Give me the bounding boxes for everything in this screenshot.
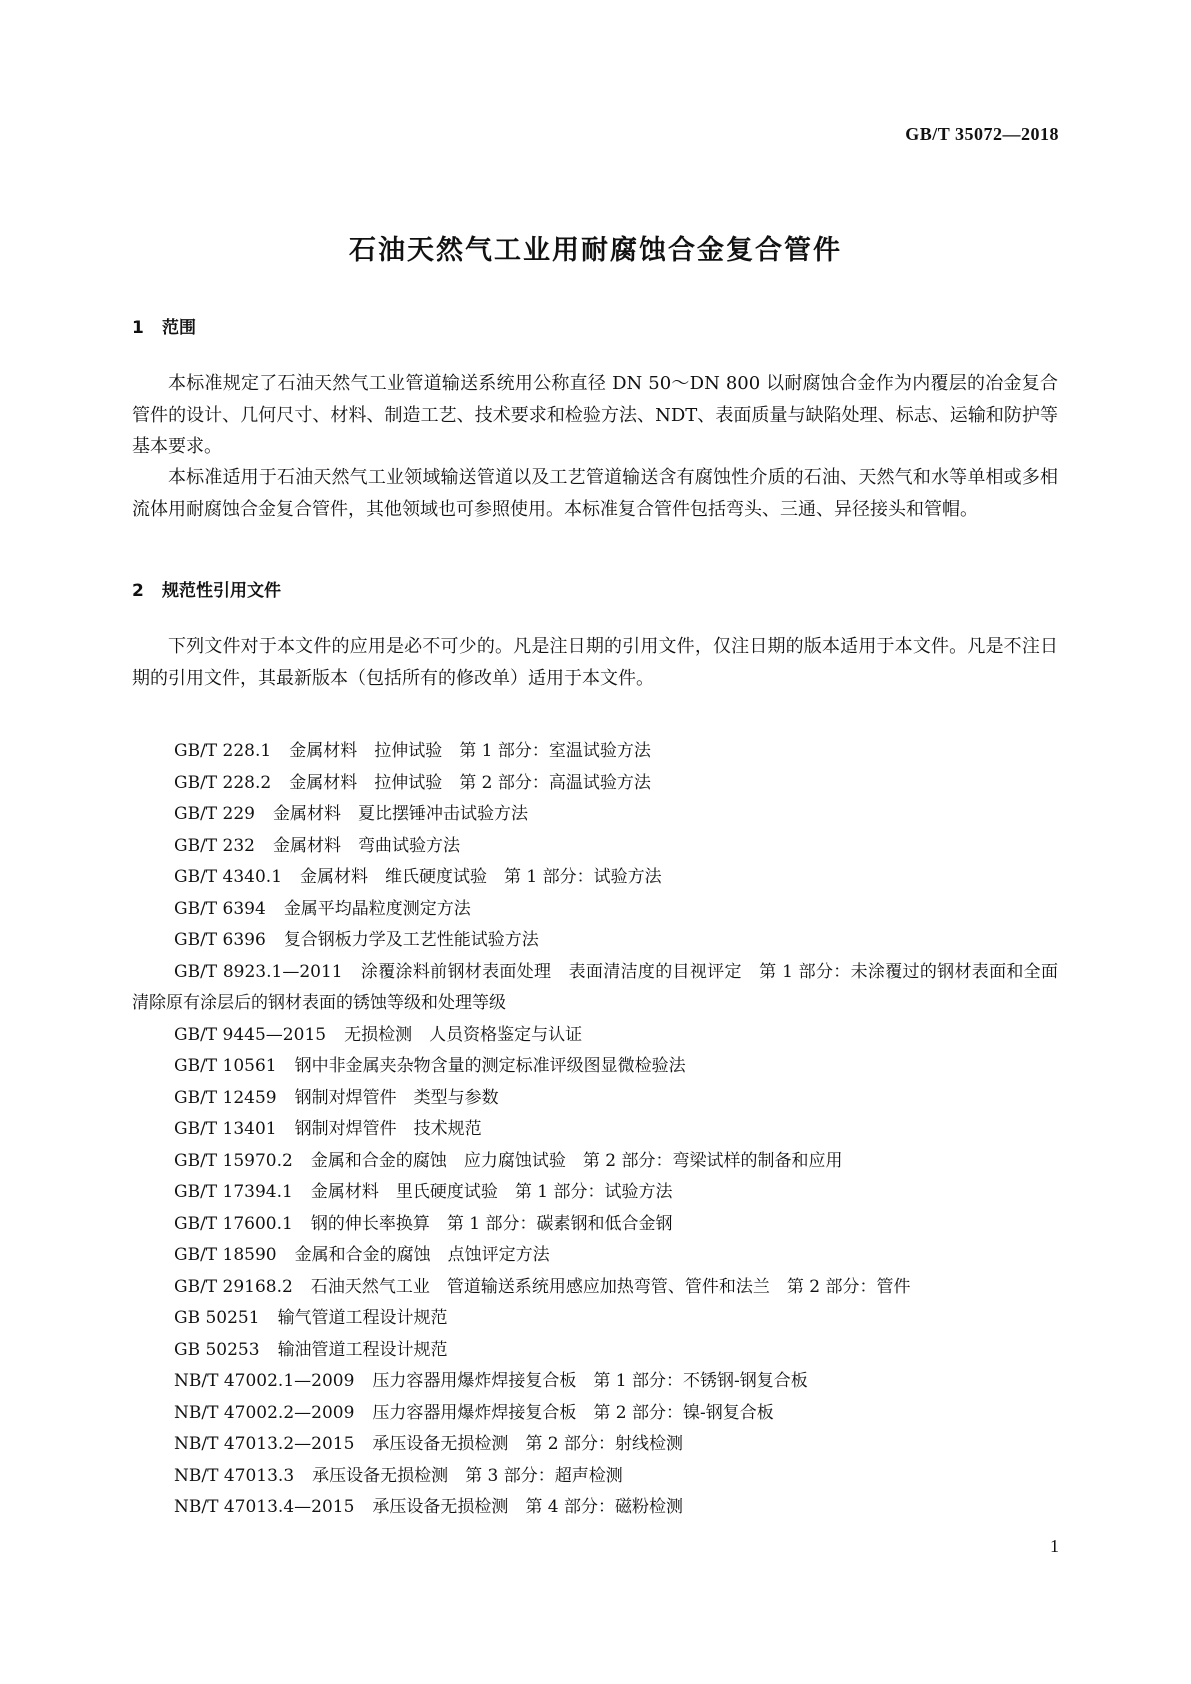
reference-title: 输气管道工程设计规范 bbox=[277, 1308, 448, 1328]
reference-title: 涂覆涂料前钢材表面处理 表面清洁度的目视评定 第 1 部分：未涂覆过的钢材表面和全面清除原有涂层后的钢材表面的锈蚀等级和处理等级 bbox=[132, 961, 1058, 1013]
scope-paragraph-1: 本标准规定了石油天然气工业管道输送系统用公称直径 DN 50～DN 800 以耐腐蚀合金作为内覆层的冶金复合管件的设计、几何尺寸、材料、制造工艺、技术要求和检验方法、NDT、表面质量与缺陷处理、标志、运输和防护等基本要求。 bbox=[132, 373, 1058, 457]
reference-code: NB/T 47002.2—2009 bbox=[174, 1402, 355, 1423]
reference-item bbox=[132, 1209, 1058, 1241]
reference-item bbox=[132, 1114, 1058, 1146]
reference-title: 钢的伸长率换算 第 1 部分：碳素钢和低合金钢 bbox=[310, 1213, 673, 1234]
reference-code: GB/T 6396 bbox=[174, 930, 266, 950]
reference-code: GB/T 232 bbox=[174, 835, 255, 856]
section-number: 2 bbox=[132, 581, 144, 601]
standard-code: GB/T 35072—2018 bbox=[905, 124, 1059, 144]
reference-code: GB/T 15970.2 bbox=[174, 1150, 293, 1171]
reference-title: 压力容器用爆炸焊接复合板 第 1 部分：不锈钢-钢复合板 bbox=[372, 1371, 808, 1391]
reference-title: 钢制对焊管件 类型与参数 bbox=[294, 1087, 499, 1108]
section-title: 范围 bbox=[162, 318, 196, 338]
reference-item bbox=[132, 1051, 1058, 1083]
reference-title: 钢中非金属夹杂物含量的测定标准评级图显微检验法 bbox=[294, 1056, 686, 1076]
reference-code: GB/T 6394 bbox=[174, 898, 266, 919]
reference-item bbox=[132, 925, 1058, 957]
reference-code: NB/T 47013.2—2015 bbox=[174, 1434, 355, 1454]
reference-code: NB/T 47013.4—2015 bbox=[174, 1497, 355, 1517]
document-title: 石油天然气工业用耐腐蚀合金复合管件 bbox=[349, 235, 842, 266]
references-intro-paragraph: 下列文件对于本文件的应用是必不可少的。凡是注日期的引用文件，仅注日期的版本适用于本文件。凡是不注日期的引用文件，其最新版本（包括所有的修改单）适用于本文件。 bbox=[132, 636, 1058, 689]
reference-item bbox=[132, 1020, 1058, 1052]
reference-item bbox=[132, 862, 1058, 894]
reference-title: 复合钢板力学及工艺性能试验方法 bbox=[283, 930, 539, 950]
reference-title: 金属材料 弯曲试验方法 bbox=[273, 835, 460, 856]
reference-item bbox=[132, 1146, 1058, 1178]
reference-code: NB/T 47002.1—2009 bbox=[174, 1371, 355, 1391]
reference-item bbox=[132, 1492, 1058, 1524]
reference-title: 金属材料 维氏硬度试验 第 1 部分：试验方法 bbox=[300, 867, 662, 887]
reference-code: GB 50251 bbox=[174, 1308, 260, 1328]
reference-code: GB/T 12459 bbox=[174, 1087, 277, 1108]
reference-item bbox=[132, 799, 1058, 831]
reference-title: 金属和合金的腐蚀 应力腐蚀试验 第 2 部分：弯梁试样的制备和应用 bbox=[310, 1150, 843, 1171]
reference-code: GB/T 29168.2 bbox=[174, 1276, 293, 1297]
section-heading-normative-references bbox=[132, 576, 281, 601]
reference-title: 压力容器用爆炸焊接复合板 第 2 部分：镍-钢复合板 bbox=[372, 1402, 774, 1423]
reference-code: GB/T 10561 bbox=[174, 1056, 277, 1076]
reference-code: GB/T 17600.1 bbox=[174, 1213, 293, 1234]
reference-code: GB/T 8923.1—2011 bbox=[174, 961, 343, 982]
reference-item bbox=[132, 1429, 1058, 1461]
section-title: 规范性引用文件 bbox=[162, 581, 281, 601]
reference-title: 石油天然气工业 管道输送系统用感应加热弯管、管件和法兰 第 2 部分：管件 bbox=[310, 1276, 911, 1297]
reference-title: 无损检测 人员资格鉴定与认证 bbox=[344, 1024, 583, 1045]
reference-item bbox=[132, 736, 1058, 768]
page-number: 1 bbox=[1050, 1536, 1059, 1556]
reference-item bbox=[132, 1177, 1058, 1209]
reference-item bbox=[132, 1240, 1058, 1272]
reference-item bbox=[132, 1366, 1058, 1398]
reference-code: GB/T 9445—2015 bbox=[174, 1024, 327, 1045]
reference-code: GB 50253 bbox=[174, 1339, 260, 1360]
reference-title: 承压设备无损检测 第 3 部分：超声检测 bbox=[312, 1465, 623, 1486]
reference-title: 承压设备无损检测 第 4 部分：磁粉检测 bbox=[372, 1497, 684, 1517]
reference-item bbox=[132, 831, 1058, 863]
reference-code: GB/T 4340.1 bbox=[174, 867, 283, 887]
reference-title: 金属平均晶粒度测定方法 bbox=[283, 898, 471, 919]
reference-item bbox=[132, 1083, 1058, 1115]
reference-code: GB/T 228.1 bbox=[174, 741, 272, 761]
reference-title: 金属材料 拉伸试验 第 1 部分：室温试验方法 bbox=[289, 741, 651, 761]
reference-item bbox=[132, 1398, 1058, 1430]
section-number: 1 bbox=[132, 318, 144, 338]
reference-item bbox=[132, 1461, 1058, 1493]
reference-title: 金属材料 拉伸试验 第 2 部分：高温试验方法 bbox=[289, 772, 651, 793]
reference-item bbox=[132, 894, 1058, 926]
reference-title: 金属材料 里氏硬度试验 第 1 部分：试验方法 bbox=[310, 1182, 673, 1202]
reference-item bbox=[132, 957, 1058, 1020]
reference-item bbox=[132, 1335, 1058, 1367]
section-heading-scope bbox=[132, 313, 196, 338]
reference-code: GB/T 13401 bbox=[174, 1119, 277, 1139]
reference-code: GB/T 17394.1 bbox=[174, 1182, 293, 1202]
reference-code: GB/T 229 bbox=[174, 804, 255, 824]
reference-title: 钢制对焊管件 技术规范 bbox=[294, 1119, 482, 1139]
reference-item bbox=[132, 1272, 1058, 1304]
reference-code: NB/T 47013.3 bbox=[174, 1465, 295, 1486]
reference-item bbox=[132, 1303, 1058, 1335]
scope-paragraph-2: 本标准适用于石油天然气工业领域输送管道以及工艺管道输送含有腐蚀性介质的石油、天然气和水等单相或多相流体用耐腐蚀合金复合管件，其他领域也可参照使用。本标准复合管件包括弯头、三通、异径接头和管帽。 bbox=[132, 467, 1058, 520]
reference-title: 输油管道工程设计规范 bbox=[277, 1339, 448, 1360]
reference-item bbox=[132, 768, 1058, 800]
reference-code: GB/T 228.2 bbox=[174, 772, 272, 793]
reference-title: 金属材料 夏比摆锤冲击试验方法 bbox=[273, 804, 528, 824]
reference-title: 承压设备无损检测 第 2 部分：射线检测 bbox=[372, 1434, 684, 1454]
reference-code: GB/T 18590 bbox=[174, 1245, 277, 1265]
reference-title: 金属和合金的腐蚀 点蚀评定方法 bbox=[294, 1245, 550, 1265]
reference-list bbox=[132, 736, 1058, 1524]
